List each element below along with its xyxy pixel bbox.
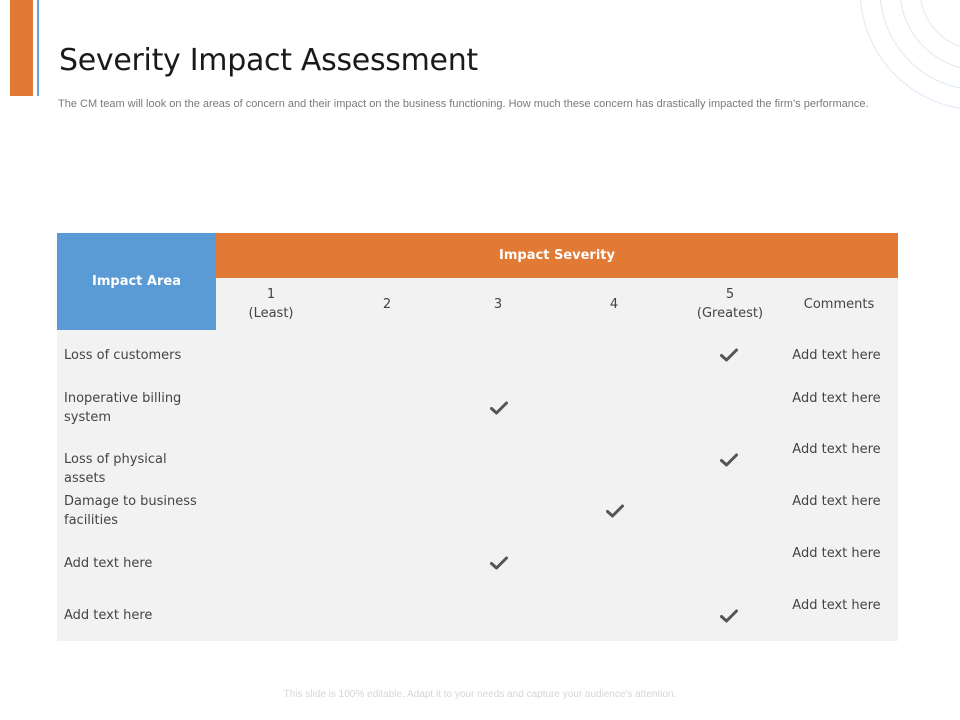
- comment-cell[interactable]: Add text here: [792, 546, 881, 561]
- impact-area-cell: Damage to business facilities: [64, 494, 197, 528]
- checkmark-icon: [720, 453, 738, 467]
- severity-table: [57, 233, 898, 641]
- column-header-1: 1 (Least): [248, 287, 294, 321]
- accent-line: [37, 0, 39, 96]
- accent-bar: [10, 0, 33, 96]
- impact-area-cell: Loss of customers: [64, 348, 182, 363]
- comment-cell[interactable]: Add text here: [792, 598, 881, 613]
- page-title: Severity Impact Assessment: [59, 43, 478, 78]
- column-header-5: 5 (Greatest): [696, 287, 764, 321]
- column-header-3: 3: [493, 296, 503, 312]
- page-subtitle: The CM team will look on the areas of concern and their impact on the business functioning. How much these concern has drastically impacted the firm’s performance.: [58, 98, 869, 110]
- comment-cell[interactable]: Add text here: [792, 494, 881, 509]
- impact-severity-header: Impact Severity: [216, 233, 898, 278]
- impact-area-cell: Inoperative billing system: [64, 391, 182, 425]
- comment-cell[interactable]: Add text here: [792, 348, 881, 363]
- column-header-4: 4: [609, 296, 619, 312]
- column-header-comments: Comments: [803, 296, 875, 312]
- checkmark-icon: [606, 504, 624, 518]
- checkmark-icon: [720, 348, 738, 362]
- impact-area-cell: Add text here: [64, 556, 153, 571]
- checkmark-icon: [720, 609, 738, 623]
- comment-cell[interactable]: Add text here: [792, 442, 881, 457]
- impact-area-header: Impact Area: [57, 233, 216, 330]
- checkmark-icon: [490, 556, 508, 570]
- decorative-arcs: [850, 0, 960, 110]
- impact-area-cell: Loss of physical assets: [64, 452, 167, 486]
- impact-area-cell: Add text here: [64, 608, 153, 623]
- column-header-2: 2: [382, 296, 392, 312]
- comment-cell[interactable]: Add text here: [792, 391, 881, 406]
- checkmark-icon: [490, 401, 508, 415]
- footer-note: This slide is 100% editable. Adapt it to your needs and capture your audience's attention.: [283, 689, 677, 700]
